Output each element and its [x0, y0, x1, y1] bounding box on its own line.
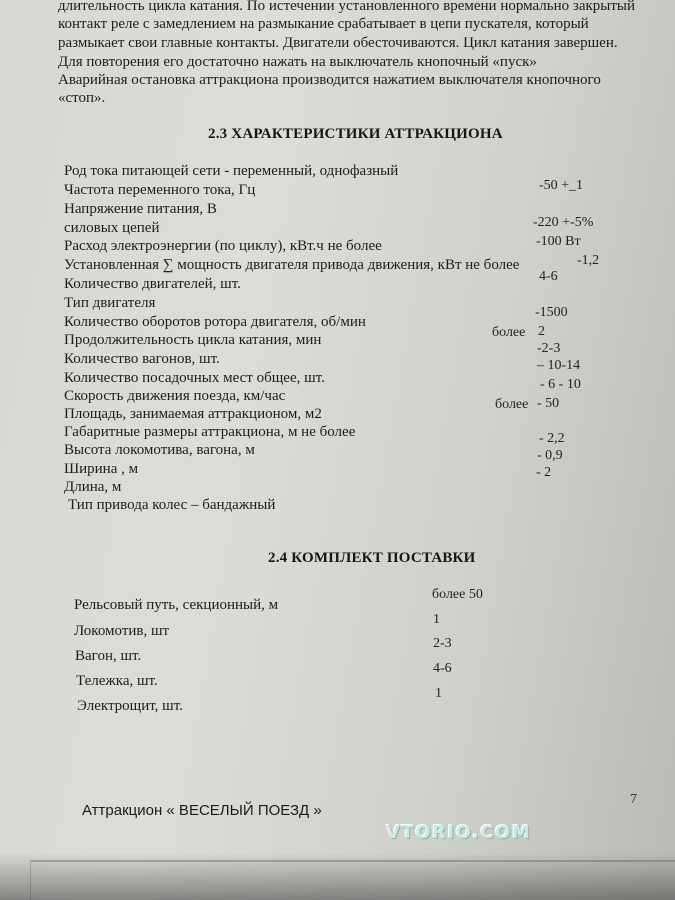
- section-heading-supply: 2.4 КОМПЛЕКТ ПОСТАВКИ: [268, 550, 476, 566]
- spec-label: Ширина , м: [64, 461, 139, 477]
- supply-value: 1: [433, 612, 440, 627]
- intro-line: размыкает свои главные контакты. Двигатели обесточиваются. Цикл катания завершен.: [58, 35, 618, 51]
- spec-value: -2-3: [537, 341, 561, 356]
- spec-label: Род тока питающей сети - переменный, однофазный: [64, 163, 399, 179]
- intro-line: Аварийная остановка аттракциона производится нажатием выключателя кнопочного: [58, 72, 601, 88]
- spec-value: -1500: [535, 305, 568, 320]
- spec-label: Продолжительность цикла катания, мин: [64, 332, 322, 348]
- spec-value: – 10-14: [537, 358, 581, 373]
- spec-label: Количество оборотов ротора двигателя, об/мин: [64, 314, 366, 330]
- page-shadow: [0, 852, 675, 900]
- spec-label: Количество двигателей, шт.: [64, 276, 241, 292]
- spec-label: Количество посадочных мест общее, шт.: [64, 370, 325, 386]
- spec-value: - 6 - 10: [540, 377, 581, 392]
- spec-label: Установленная ∑ мощность двигателя привода движения, кВт не более: [64, 257, 520, 273]
- spec-label: Высота локомотива, вагона, м: [64, 442, 255, 458]
- supply-value: 4-6: [433, 661, 452, 676]
- supply-value: 1: [435, 686, 442, 701]
- intro-line: Для повторения его достаточно нажать на выключатель кнопочный «пуск»: [58, 54, 537, 70]
- spec-prefix: более: [492, 325, 526, 340]
- spec-value: - 2,2: [539, 431, 565, 446]
- intro-line: длительность цикла катания. По истечении установленного времени нормально закрытый: [58, 0, 636, 14]
- spec-prefix: более: [495, 397, 529, 412]
- spec-label: Тип двигателя: [64, 295, 156, 311]
- spec-label: Тип привода колес – бандажный: [68, 497, 276, 513]
- spec-label: Расход электроэнергии (по циклу), кВт.ч не более: [64, 238, 382, 254]
- supply-label: Тележка, шт.: [76, 673, 158, 689]
- footer-title: Аттракцион « ВЕСЕЛЫЙ ПОЕЗД »: [82, 802, 322, 819]
- spec-value: - 50: [537, 396, 560, 411]
- spec-value: -50 +_1: [539, 178, 584, 193]
- spec-label: Частота переменного тока, Гц: [64, 182, 256, 198]
- spec-label: силовых цепей: [64, 220, 160, 236]
- spec-value: -220 +-5%: [533, 215, 594, 230]
- spec-value: -100 Вт: [536, 234, 581, 249]
- intro-line: «стоп».: [58, 90, 106, 106]
- spec-value: 2: [538, 324, 545, 339]
- spec-label: Площадь, занимаемая аттракционом, м2: [64, 406, 322, 422]
- spec-label: Количество вагонов, шт.: [64, 351, 220, 367]
- watermark: VTORIO.COM: [386, 822, 532, 843]
- supply-label: Вагон, шт.: [75, 648, 142, 664]
- spec-label: Длина, м: [64, 479, 122, 495]
- supply-value: 2-3: [433, 636, 452, 651]
- spec-value: - 0,9: [537, 448, 563, 463]
- spec-value: - 2: [536, 465, 552, 480]
- spec-value: 4-6: [539, 269, 558, 284]
- intro-line: контакт реле с замедлением на размыкание срабатывает в цепи пускателя, который: [58, 16, 589, 32]
- supply-label: Электрощит, шт.: [77, 698, 183, 714]
- spec-label: Скорость движения поезда, км/час: [64, 388, 286, 404]
- section-heading-characteristics: 2.3 ХАРАКТЕРИСТИКИ АТТРАКЦИОНА: [208, 126, 503, 142]
- spec-label: Напряжение питания, В: [64, 201, 217, 217]
- supply-value: более 50: [432, 587, 483, 602]
- supply-label: Рельсовый путь, секционный, м: [74, 597, 279, 613]
- spec-value: -1,2: [577, 253, 600, 268]
- page-number: 7: [630, 792, 637, 807]
- spec-label: Габаритные размеры аттракциона, м не более: [64, 424, 356, 440]
- supply-label: Локомотив, шт: [74, 623, 170, 639]
